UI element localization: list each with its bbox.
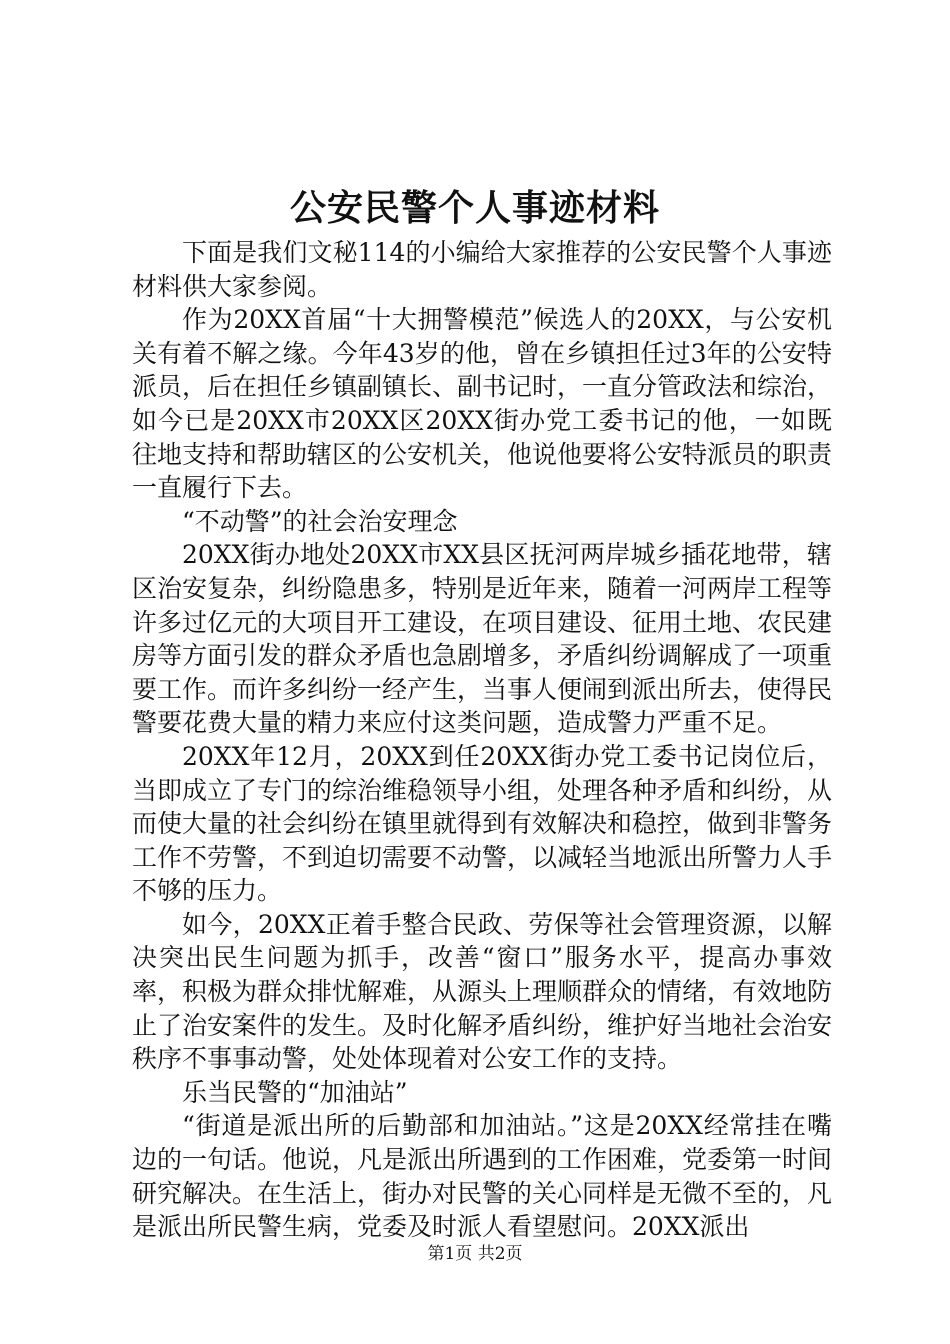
paragraph-district-situation: 20XX街办地处20XX市XX县区抚河两岸城乡插花地带，辖区治安复杂，纠纷隐患多，特别是近年来，随着一河两岸工程等许多过亿元的大项目开工建设，在项目建设、征用土地、农民建房等方面引发的群众矛盾也急剧增多，矛盾纠纷调解成了一项重要工作。而许多纠纷一经产生，当事人便闹到派出所去，使得民警要花费大量的精力来应付这类问题，造成警力严重不足。 (132, 540, 833, 738)
paragraph-intro: 下面是我们文秘114的小编给大家推荐的公安民警个人事迹材料供大家参阅。 (132, 238, 832, 301)
section-heading-fuel-station: 乐当民警的“加油站” (182, 1077, 408, 1107)
section-heading-policing-concept: “不动警”的社会治安理念 (182, 506, 458, 536)
page-footer: 第1页 共2页 (427, 1244, 523, 1264)
paragraph-background: 作为20XX首届“十大拥警模范”候选人的20XX，与公安机关有着不解之缘。今年43岁的他，曾在乡镇担任过3年的公安特派员，后在担任乡镇副镇长、副书记时，一直分管政法和综治，如今已是20XX市20XX区20XX街办党工委书记的他，一如既往地支持和帮助辖区的公安机关，他说他要将公安特派员的职责一直履行下去。 (132, 305, 833, 503)
paragraph-resource-integration: 如今，20XX正着手整合民政、劳保等社会管理资源，以解决突出民生问题为抓手，改善“窗口”服务水平，提高办事效率，积极为群众排忧解难，从源头上理顺群众的情绪，有效地防止了治安案件的发生。及时化解矛盾纠纷，维护好当地社会治安秩序不事事动警，处处体现着对公安工作的支持。 (132, 909, 833, 1074)
document-title: 公安民警个人事迹材料 (289, 187, 660, 229)
paragraph-leadership-group: 20XX年12月，20XX到任20XX街办党工委书记岗位后，当即成立了专门的综治维稳领导小组，处理各种矛盾和纠纷，从而使大量的社会纠纷在镇里就得到有效解决和稳控，做到非警务工作不劳警，不到迫切需要不动警，以减轻当地派出所警力人手不够的压力。 (132, 741, 833, 906)
document-body (132, 236, 832, 1244)
paragraph-logistics-support: “街道是派出所的后勤部和加油站。”这是20XX经常挂在嘴边的一句话。他说，凡是派出所遇到的工作困难，党委第一时间研究解决。在生活上，街办对民警的关心同样是无微不至的，凡是派出所民警生病，党委及时派人看望慰问。20XX派出 (132, 1111, 833, 1242)
